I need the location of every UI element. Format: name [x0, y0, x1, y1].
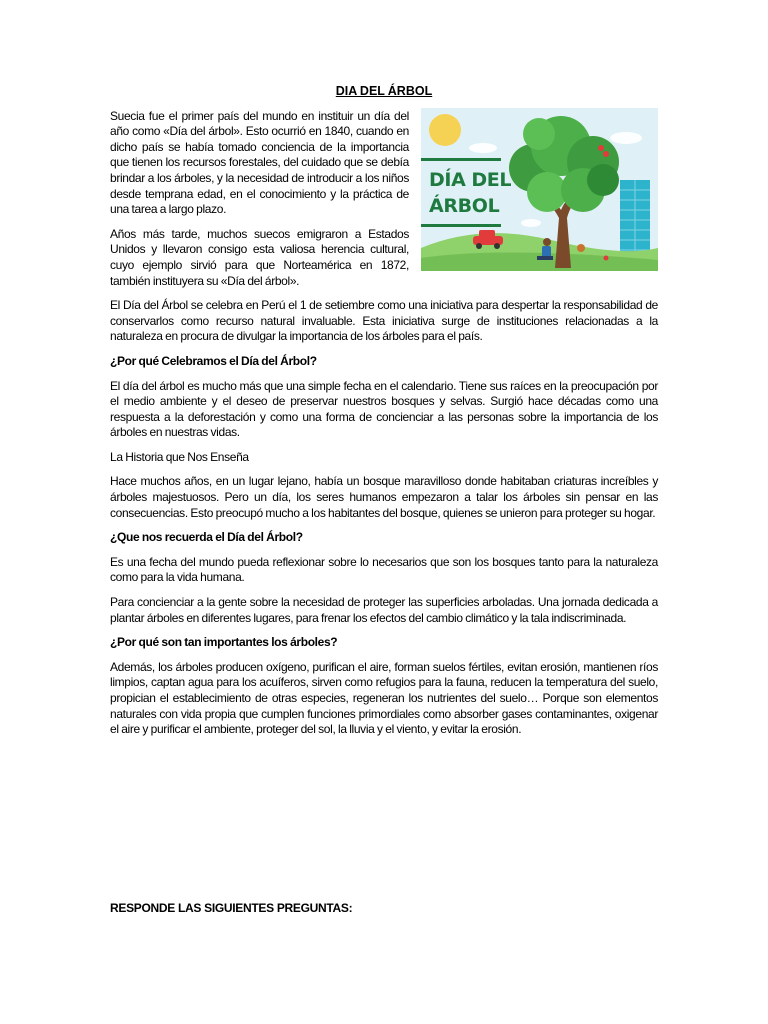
question-heading-1: ¿Por qué Celebramos el Día del Árbol?	[110, 353, 317, 368]
document-body	[110, 84, 658, 747]
paragraph-5: Hace muchos años, en un lugar lejano, había un bosque maravilloso donde habitaban criaturas increíbles y árboles majestuosos. Pero un día, los seres humanos empezaron a talar los árboles sin pensar en las consecuencias. Esto preocupó mucho a los habitantes del bosque, quienes se unieron para proteger su hogar.	[110, 474, 658, 520]
respond-questions-heading: RESPONDE LAS SIGUIENTES PREGUNTAS:	[110, 901, 353, 915]
banner-text-line1: DÍA DEL	[429, 168, 512, 191]
squirrel-icon	[577, 244, 585, 252]
document-title: DIA DEL ÁRBOL	[335, 84, 433, 98]
paragraph-4: El día del árbol es mucho más que una simple fecha en el calendario. Tiene sus raíces en la preocupación por el medio ambiente y el deseo de preservar nuestros bosques y selvas. Surgió hace décadas como una respuesta a la deforestación y como una forma de concienciar a las personas sobre la importancia de los árboles en nuestras vidas.	[110, 378, 658, 440]
banner-text-line2: ÁRBOL	[429, 194, 500, 217]
question-heading-2: ¿Que nos recuerda el Día del Árbol?	[110, 530, 303, 545]
arbor-day-illustration	[421, 108, 658, 271]
paragraph-3: El Día del Árbol se celebra en Perú el 1 de setiembre como una iniciativa para despertar la responsabilidad de conservarlos como recurso natural invaluable. Esta iniciativa surge de instituciones relacionadas a la naturaleza en procura de divulgar la importancia de los árboles para el país.	[110, 298, 658, 344]
sun-icon	[429, 114, 461, 146]
paragraph-1: Suecia fue el primer país del mundo en instituir un día del año como «Día del árbol». Esto ocurrió en 1840, cuando en dicho país se había tomado conciencia de la importancia que tienen los recursos forestales, del cuidado que se debía brindar a los árboles, y la necesidad de introducir a los niños desde temprana edad, en el conocimiento y la práctica de una tarea a largo plazo.	[110, 108, 409, 217]
paragraph-2: Años más tarde, muchos suecos emigraron a Estados Unidos y llevaron consigo esta valiosa herencia cultural, cuyo ejemplo sirvió para que Norteamérica en 1872, también instituyera su «Día del árbol».	[110, 226, 409, 288]
section-heading-historia: La Historia que Nos Enseña	[110, 449, 249, 464]
illustration-svg	[421, 108, 658, 271]
question-heading-3: ¿Por qué son tan importantes los árboles?	[110, 635, 338, 650]
paragraph-6: Es una fecha del mundo pueda reflexionar sobre lo necesarios que son los bosques tanto para la naturaleza como para la vida humana.	[110, 554, 658, 585]
paragraph-8: Además, los árboles producen oxígeno, purifican el aire, forman suelos fértiles, evitan erosión, mantienen ríos limpios, captan agua para los acuíferos, sirven como refugios para la fauna, reducen la temperatura del suelo, propician el establecimiento de otras especies, regeneran los nutrientes del suelo… Porque son elementos naturales con vida propia que cumplen funciones primordiales como absorber gases contaminantes, oxigenar el aire y purificar el ambiente, proteger del sol, la lluvia y el viento, y evitar la erosión.	[110, 659, 658, 737]
paragraph-7: Para concienciar a la gente sobre la necesidad de proteger las superficies arboladas. Una jornada dedicada a plantar árboles en diferentes lugares, para frenar los efectos del cambio climático y la tala indiscriminada.	[110, 595, 658, 625]
